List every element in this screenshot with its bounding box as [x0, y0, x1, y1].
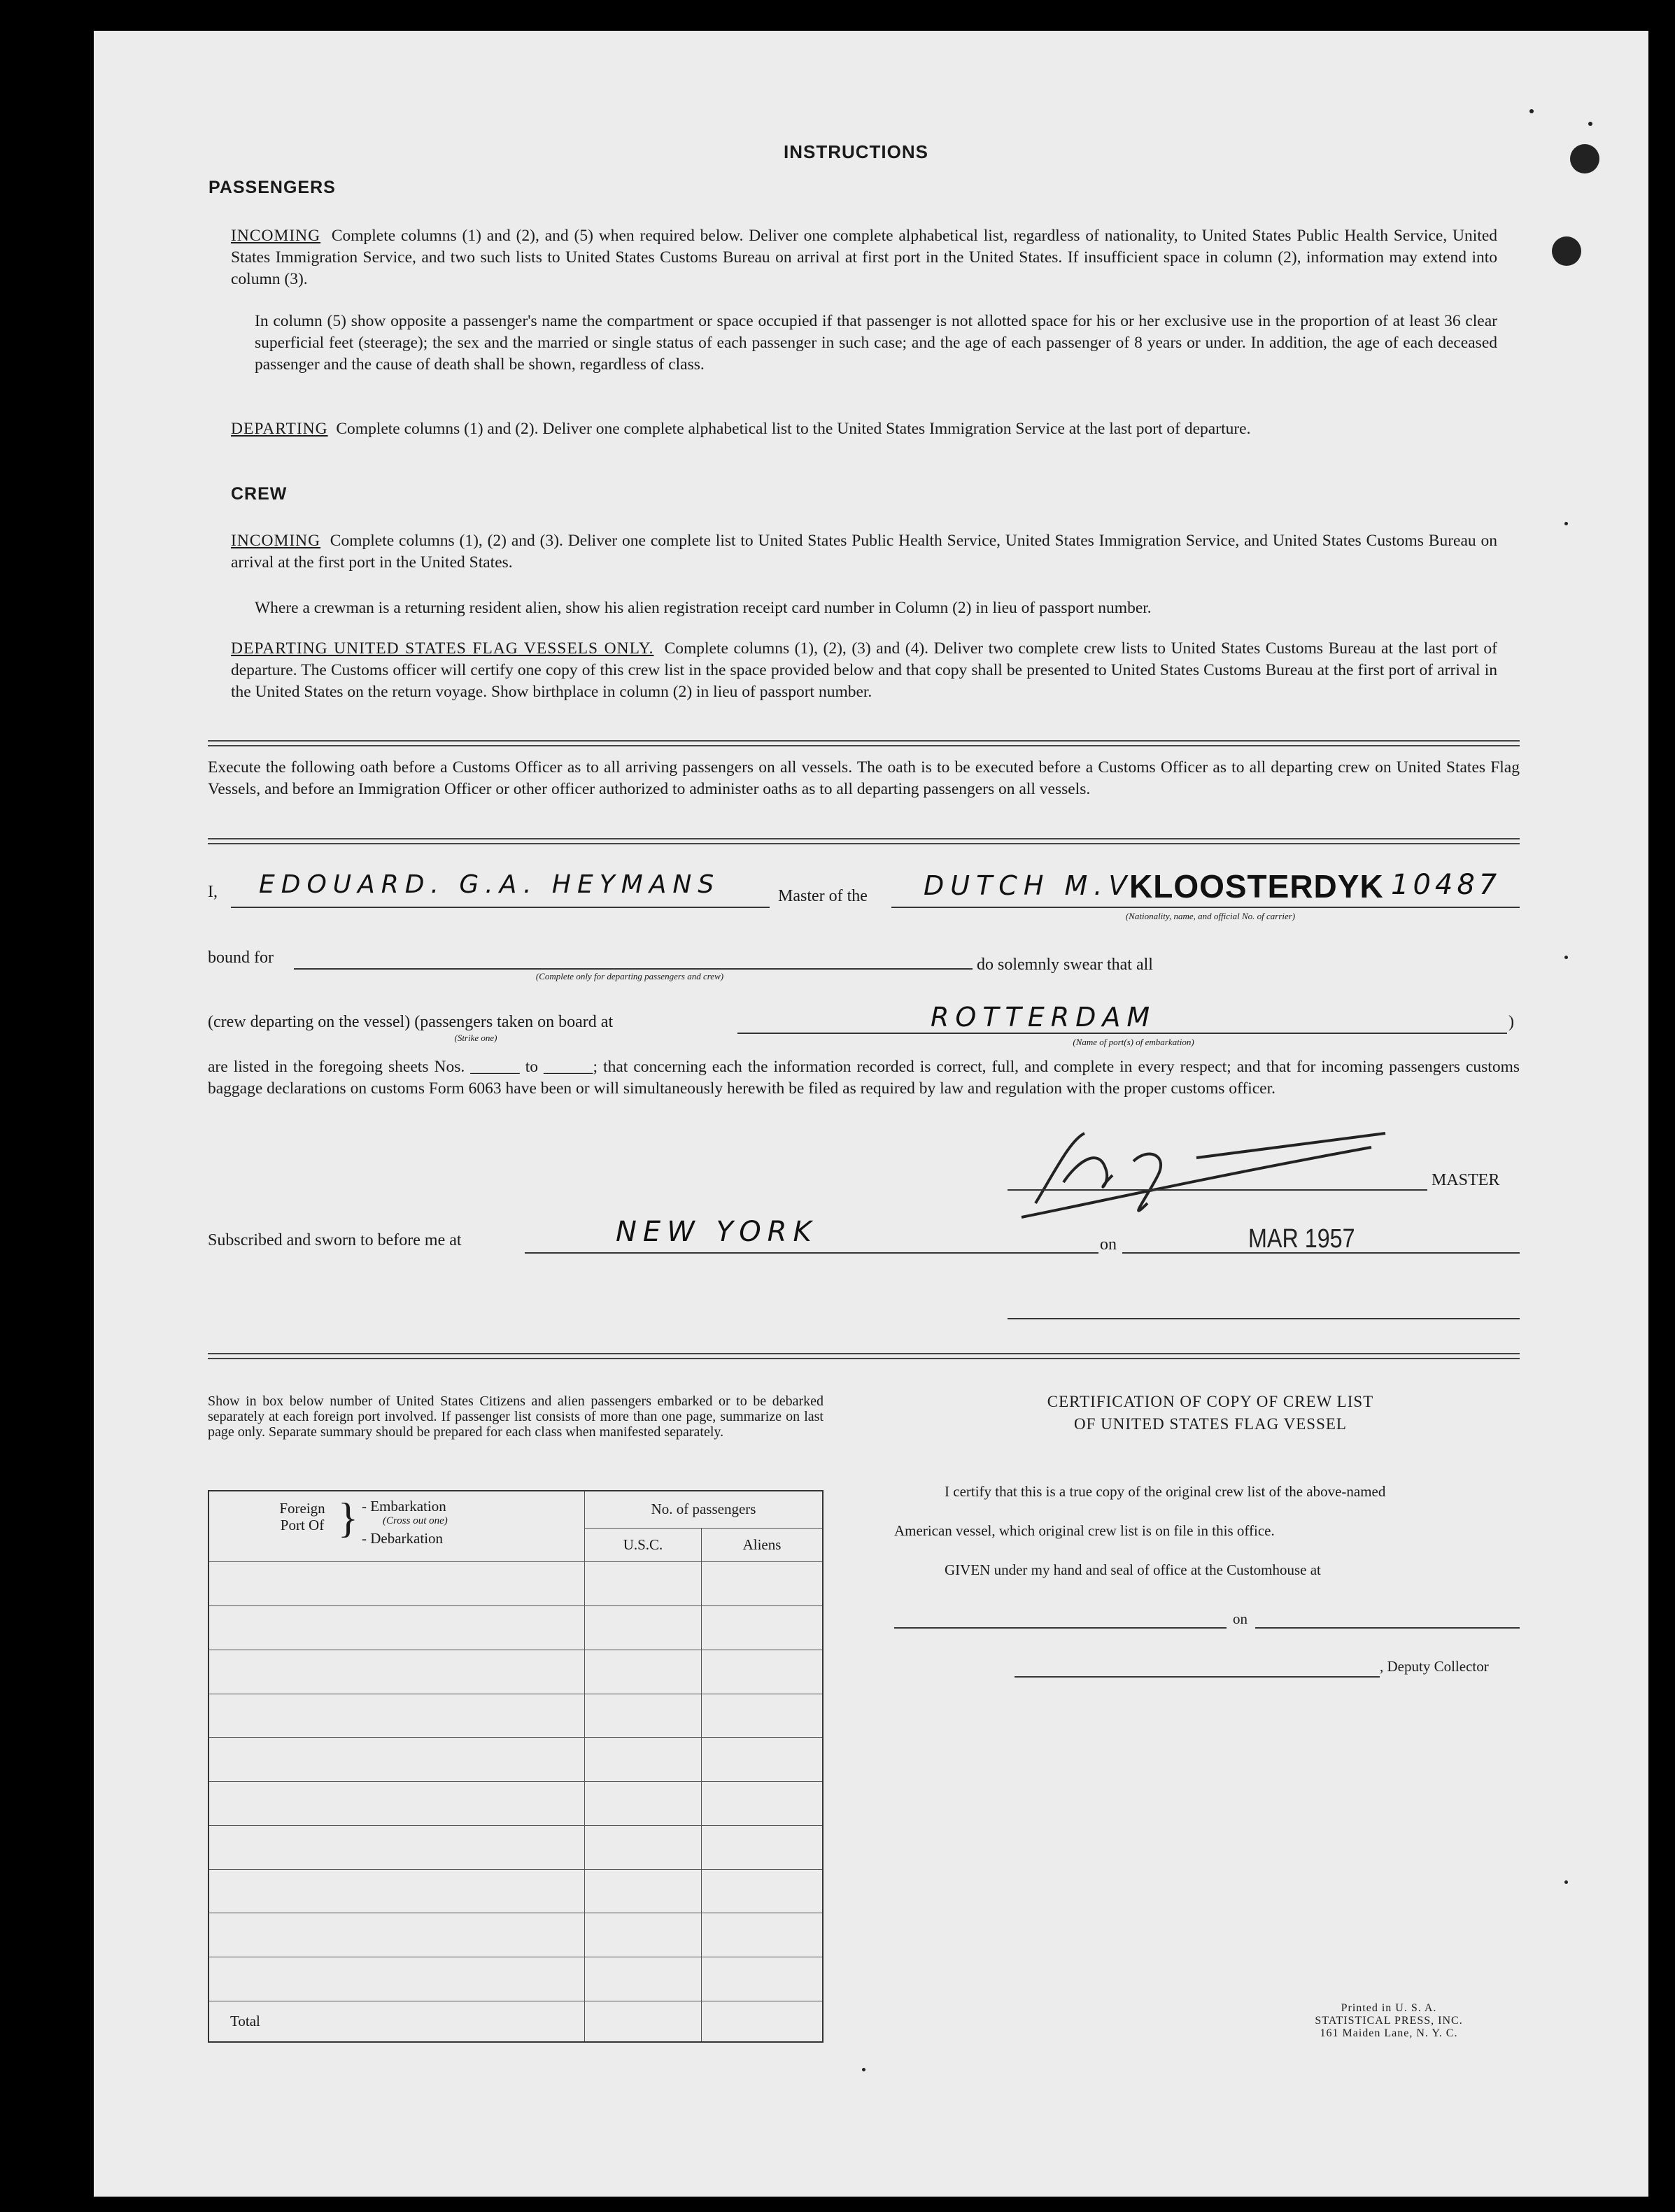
table-row-port[interactable]: [209, 1694, 585, 1738]
printer-line-3: 161 Maiden Lane, N. Y. C.: [1320, 2027, 1458, 2039]
passengers-incoming-text: Complete columns (1) and (2), and (5) when required below. Deliver one complete alphabetical list, regardless of nationality, to United States Public Health Service, United States Immigration Service, and two such lists to United States Customs Bureau on arrival at first port in the United States. If insufficient space in column (2), information may extend into column (3).: [231, 227, 1497, 288]
certification-place-line: [894, 1627, 1227, 1629]
official-number-value: 10487: [1391, 869, 1501, 901]
foreign-port-label: Foreign Port Of: [279, 1500, 325, 1533]
cross-out-caption: (Cross out one): [383, 1515, 448, 1526]
table-row-usc[interactable]: [585, 1825, 702, 1869]
passengers-count-header: No. of passengers: [585, 1491, 824, 1528]
scan-speck: [1564, 522, 1568, 525]
embarkation-label: - Embarkation: [362, 1498, 446, 1515]
table-row-usc[interactable]: [585, 1694, 702, 1738]
table-row-port[interactable]: [209, 1825, 585, 1869]
crew-resident-paragraph: Where a crewman is a returning resident alien, show his alien registration receipt card number in Column (2) in lieu of passport number.: [255, 599, 1152, 617]
table-row-usc[interactable]: [585, 1562, 702, 1606]
certification-text-1: I certify that this is a true copy of the original crew list of the above-named: [945, 1483, 1386, 1500]
table-row-aliens[interactable]: [702, 1825, 824, 1869]
table-row-usc[interactable]: [585, 1957, 702, 2001]
table-row-aliens[interactable]: [702, 1738, 824, 1782]
total-label: Total: [209, 2001, 585, 2042]
page-title: INSTRUCTIONS: [784, 141, 928, 162]
table-row-aliens[interactable]: [702, 1562, 824, 1606]
listed-paragraph: are listed in the foregoing sheets Nos. ______ to ______; that concerning each the information recorded is correct, full, and complete in every respect; and that for incoming passengers customs baggage declarations on customs Form 6063 have been or will simultaneously herewith be filed as required by law and regulation with the proper customs officer.: [208, 1058, 1520, 1098]
printer-imprint: [1259, 2002, 1518, 2040]
table-row-aliens[interactable]: [702, 1957, 824, 2001]
sworn-place-line: [525, 1252, 1098, 1254]
table-row-port[interactable]: [209, 1650, 585, 1694]
certification-title: [910, 1391, 1511, 1435]
crew-departing-label: DEPARTING UNITED STATES FLAG VESSELS ONLY.: [231, 639, 654, 658]
crew-heading: CREW: [231, 484, 288, 504]
scan-speck: [1564, 1880, 1568, 1884]
crew-incoming-label: INCOMING: [231, 532, 321, 550]
officer-signature-line: [1008, 1318, 1520, 1319]
section-divider: [208, 838, 1520, 844]
punch-hole: [1570, 144, 1599, 173]
port-value: ROTTERDAM: [931, 1002, 1157, 1033]
table-row-aliens[interactable]: [702, 1650, 824, 1694]
section-divider: [208, 1353, 1520, 1359]
table-row-usc[interactable]: [585, 1606, 702, 1650]
deputy-collector-label: , Deputy Collector: [1380, 1658, 1489, 1675]
subscribed-label: Subscribed and sworn to before me at: [208, 1231, 462, 1249]
table-row-port[interactable]: [209, 1957, 585, 2001]
crew-departing-paragraph: [231, 638, 1497, 703]
certification-title-line1: CERTIFICATION OF COPY OF CREW LIST: [1047, 1393, 1374, 1410]
crew-incoming-text: Complete columns (1), (2) and (3). Deliver one complete list to United States Public Health Service, United States Immigration Service, and United States Customs Bureau on arrival at the first port in the United States.: [231, 532, 1497, 572]
passengers-column5-paragraph: In column (5) show opposite a passenger's name the compartment or space occupied if that passenger is not allotted space for his or her exclusive use in the proportion of at least 36 clear superficial feet (steerage); the sex and the married or single status of each passenger in such case; and the age of each passenger of 8 years or under. In addition, the age of each deceased passenger and the cause of death shall be shown, regardless of class.: [255, 312, 1497, 374]
master-name-value: EDOUARD. G.A. HEYMANS: [259, 870, 721, 899]
table-row-usc[interactable]: [585, 1869, 702, 1913]
table-row-aliens[interactable]: [702, 1694, 824, 1738]
usc-header: U.S.C.: [585, 1528, 702, 1562]
table-row-port[interactable]: [209, 1782, 585, 1826]
master-of-label: Master of the: [778, 887, 868, 905]
master-label: MASTER: [1432, 1171, 1500, 1189]
table-row-port[interactable]: [209, 1913, 585, 1957]
scan-speck: [862, 2068, 865, 2071]
sworn-on-label: on: [1100, 1235, 1117, 1254]
port-line: [737, 1033, 1507, 1034]
crew-incoming-paragraph: [231, 530, 1497, 574]
scan-speck: [1588, 122, 1592, 126]
vessel-handwritten-value: DUTCH M.V.: [924, 870, 1145, 901]
section-divider: [208, 740, 1520, 746]
table-row-aliens[interactable]: [702, 1913, 824, 1957]
table-row-aliens[interactable]: [702, 1606, 824, 1650]
crew-departing-text: Complete columns (1), (2), (3) and (4). Deliver two complete crew lists to United States Customs Bureau at the last port of departure. The Customs officer will certify one copy of this crew list in the space provided below and that copy shall be presented to United States Customs Bureau at the first port of arrival in the United States on the return voyage. Show birthplace in column (2) in lieu of passport number.: [231, 639, 1497, 701]
table-row-usc[interactable]: [585, 1650, 702, 1694]
foreign-port-header: [209, 1491, 585, 1562]
certification-text-3: GIVEN under my hand and seal of office at the Customhouse at: [945, 1561, 1321, 1578]
table-row-port[interactable]: [209, 1606, 585, 1650]
passengers-departing-text: Complete columns (1) and (2). Deliver one complete alphabetical list to the United States Immigration Service at the last port of departure.: [336, 420, 1251, 438]
passengers-incoming-label: INCOMING: [231, 227, 321, 245]
bound-for-line: [294, 968, 973, 970]
master-name-line: [231, 907, 770, 908]
scan-speck: [1564, 956, 1568, 959]
table-row-usc[interactable]: [585, 1782, 702, 1826]
port-close-paren: ): [1508, 1013, 1514, 1031]
total-usc[interactable]: [585, 2001, 702, 2042]
master-signature: [1008, 1119, 1399, 1224]
crew-departing-label: (crew departing on the vessel) (passengers taken on board at: [208, 1013, 614, 1031]
brace-icon: }: [338, 1495, 358, 1541]
table-row-aliens[interactable]: [702, 1782, 824, 1826]
debarkation-label: - Debarkation: [362, 1530, 444, 1547]
certification-on-label: on: [1233, 1610, 1248, 1627]
passengers-departing-paragraph: [231, 418, 1497, 440]
bound-for-label: bound for: [208, 949, 274, 967]
passengers-incoming-paragraph: [231, 225, 1497, 290]
table-row-aliens[interactable]: [702, 1869, 824, 1913]
scan-speck: [1529, 109, 1534, 113]
port-caption: (Name of port(s) of embarkation): [1073, 1037, 1194, 1047]
oath-intro: Execute the following oath before a Customs Officer as to all arriving passengers on all vessels. The oath is to be executed before a Customs Officer as to all departing crew on United States Flag Vessels, and before an Immigration Officer or other officer authorized to administer oaths as to all departing passengers on all vessels.: [208, 758, 1520, 798]
total-aliens[interactable]: [702, 2001, 824, 2042]
passenger-summary-table: [208, 1490, 824, 2043]
sworn-date-stamp: MAR 1957: [1248, 1224, 1355, 1254]
table-row-port[interactable]: [209, 1562, 585, 1606]
certification-text-2: American vessel, which original crew list is on file in this office.: [894, 1522, 1275, 1539]
deputy-collector-line: [1015, 1676, 1380, 1678]
vessel-line: [891, 907, 1520, 908]
sworn-place-value: NEW YORK: [616, 1216, 818, 1248]
certification-title-line2: OF UNITED STATES FLAG VESSEL: [1074, 1415, 1347, 1433]
bound-caption: (Complete only for departing passengers and crew): [535, 971, 724, 981]
table-row-usc[interactable]: [585, 1738, 702, 1782]
aliens-header: Aliens: [702, 1528, 824, 1562]
table-row-port[interactable]: [209, 1869, 585, 1913]
passengers-departing-label: DEPARTING: [231, 420, 328, 438]
oath-i-label: I,: [208, 883, 218, 901]
strike-one-caption: (Strike one): [454, 1033, 497, 1043]
table-row-port[interactable]: [209, 1738, 585, 1782]
master-signature-line: [1008, 1189, 1427, 1191]
table-row-usc[interactable]: [585, 1913, 702, 1957]
punch-hole: [1552, 236, 1581, 266]
summary-note: Show in box below number of United States Citizens and alien passengers embarked or to be debarked separately at each foreign port involved. If passenger list consists of more than one page, summarize on last page only. Separate summary should be prepared for each class when manifested separately.: [208, 1394, 824, 1440]
swear-text: do solemnly swear that all: [977, 956, 1153, 974]
passengers-heading: PASSENGERS: [209, 178, 336, 197]
printer-line-2: STATISTICAL PRESS, INC.: [1315, 2015, 1463, 2027]
vessel-name-stamp: KLOOSTERDYK: [1129, 868, 1384, 905]
certification-date-line: [1255, 1627, 1520, 1629]
printer-line-1: Printed in U. S. A.: [1341, 2002, 1437, 2014]
vessel-caption: (Nationality, name, and official No. of carrier): [1125, 911, 1296, 921]
